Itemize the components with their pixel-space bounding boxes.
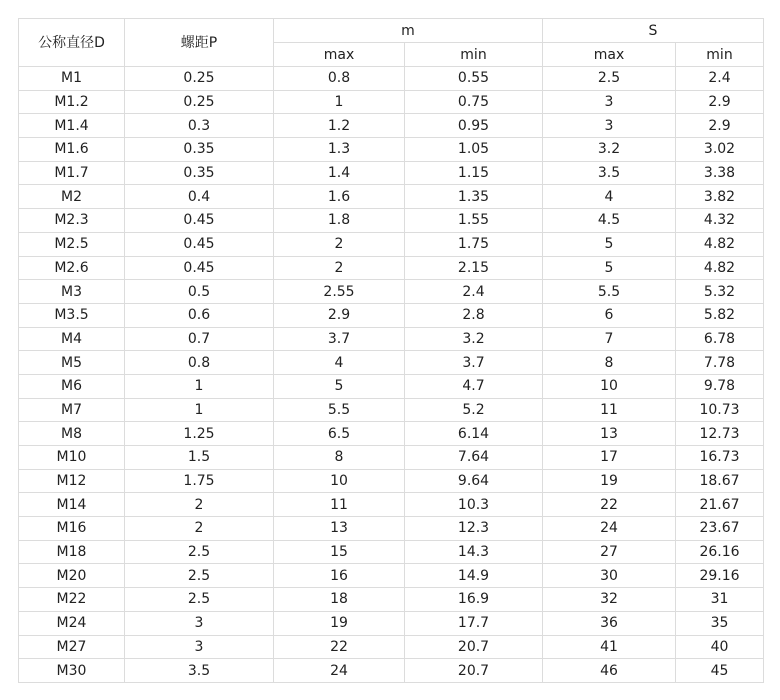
diameter-cell: M1.6 — [19, 138, 125, 162]
table-row — [19, 517, 764, 541]
pitch-cell: 2.5 — [125, 540, 274, 564]
m-max-cell: 2.55 — [274, 280, 405, 304]
s-min-cell: 16.73 — [676, 446, 764, 470]
s-max-cell: 27 — [543, 540, 676, 564]
diameter-cell: M3.5 — [19, 303, 125, 327]
pitch-cell: 3 — [125, 611, 274, 635]
pitch-cell: 3 — [125, 635, 274, 659]
s-max-cell: 22 — [543, 493, 676, 517]
m-min-cell: 1.75 — [405, 232, 543, 256]
m-min-cell: 1.15 — [405, 161, 543, 185]
spec-table-container — [18, 18, 764, 683]
pitch-cell: 1.75 — [125, 469, 274, 493]
m-max-cell: 1 — [274, 90, 405, 114]
diameter-cell: M24 — [19, 611, 125, 635]
m-min-cell: 9.64 — [405, 469, 543, 493]
header-s: S — [543, 19, 764, 43]
s-max-cell: 32 — [543, 588, 676, 612]
pitch-cell: 2.5 — [125, 588, 274, 612]
pitch-cell: 3.5 — [125, 659, 274, 683]
pitch-cell: 0.25 — [125, 67, 274, 91]
s-max-cell: 4.5 — [543, 209, 676, 233]
m-max-cell: 10 — [274, 469, 405, 493]
m-min-cell: 16.9 — [405, 588, 543, 612]
m-max-cell: 22 — [274, 635, 405, 659]
table-row — [19, 398, 764, 422]
s-max-cell: 2.5 — [543, 67, 676, 91]
header-pitch: 螺距P — [125, 19, 274, 67]
table-row — [19, 90, 764, 114]
s-max-cell: 6 — [543, 303, 676, 327]
m-max-cell: 3.7 — [274, 327, 405, 351]
m-max-cell: 6.5 — [274, 422, 405, 446]
m-max-cell: 1.4 — [274, 161, 405, 185]
m-max-cell: 19 — [274, 611, 405, 635]
s-max-cell: 36 — [543, 611, 676, 635]
table-row — [19, 114, 764, 138]
s-min-cell: 23.67 — [676, 517, 764, 541]
s-max-cell: 10 — [543, 374, 676, 398]
table-row — [19, 138, 764, 162]
pitch-cell: 2 — [125, 517, 274, 541]
m-max-cell: 2.9 — [274, 303, 405, 327]
m-min-cell: 0.95 — [405, 114, 543, 138]
diameter-cell: M2.6 — [19, 256, 125, 280]
diameter-cell: M1.7 — [19, 161, 125, 185]
pitch-cell: 0.8 — [125, 351, 274, 375]
pitch-cell: 0.4 — [125, 185, 274, 209]
m-min-cell: 3.7 — [405, 351, 543, 375]
s-max-cell: 41 — [543, 635, 676, 659]
m-max-cell: 13 — [274, 517, 405, 541]
s-min-cell: 4.82 — [676, 256, 764, 280]
table-row — [19, 588, 764, 612]
m-min-cell: 10.3 — [405, 493, 543, 517]
diameter-cell: M1.2 — [19, 90, 125, 114]
diameter-cell: M1 — [19, 67, 125, 91]
s-max-cell: 46 — [543, 659, 676, 683]
pitch-cell: 1.5 — [125, 446, 274, 470]
m-max-cell: 4 — [274, 351, 405, 375]
table-row — [19, 67, 764, 91]
diameter-cell: M12 — [19, 469, 125, 493]
s-min-cell: 5.82 — [676, 303, 764, 327]
pitch-cell: 0.6 — [125, 303, 274, 327]
table-body — [19, 67, 764, 683]
table-row — [19, 493, 764, 517]
s-min-cell: 5.32 — [676, 280, 764, 304]
s-min-cell: 29.16 — [676, 564, 764, 588]
s-max-cell: 3.2 — [543, 138, 676, 162]
s-min-cell: 7.78 — [676, 351, 764, 375]
m-min-cell: 4.7 — [405, 374, 543, 398]
m-max-cell: 0.8 — [274, 67, 405, 91]
s-min-cell: 2.9 — [676, 90, 764, 114]
s-min-cell: 40 — [676, 635, 764, 659]
m-min-cell: 5.2 — [405, 398, 543, 422]
header-s-max: max — [543, 43, 676, 67]
diameter-cell: M20 — [19, 564, 125, 588]
pitch-cell: 2.5 — [125, 564, 274, 588]
header-m: m — [274, 19, 543, 43]
table-row — [19, 280, 764, 304]
s-min-cell: 3.02 — [676, 138, 764, 162]
m-max-cell: 5.5 — [274, 398, 405, 422]
s-max-cell: 5.5 — [543, 280, 676, 304]
diameter-cell: M30 — [19, 659, 125, 683]
m-min-cell: 7.64 — [405, 446, 543, 470]
diameter-cell: M2 — [19, 185, 125, 209]
diameter-cell: M2.5 — [19, 232, 125, 256]
table-row — [19, 564, 764, 588]
s-max-cell: 8 — [543, 351, 676, 375]
table-row — [19, 303, 764, 327]
s-min-cell: 18.67 — [676, 469, 764, 493]
s-min-cell: 2.9 — [676, 114, 764, 138]
s-min-cell: 21.67 — [676, 493, 764, 517]
diameter-cell: M7 — [19, 398, 125, 422]
header-m-min: min — [405, 43, 543, 67]
s-max-cell: 5 — [543, 232, 676, 256]
pitch-cell: 1 — [125, 374, 274, 398]
m-min-cell: 2.4 — [405, 280, 543, 304]
s-max-cell: 19 — [543, 469, 676, 493]
table-row — [19, 327, 764, 351]
s-max-cell: 3 — [543, 90, 676, 114]
s-max-cell: 17 — [543, 446, 676, 470]
table-row — [19, 209, 764, 233]
m-min-cell: 20.7 — [405, 635, 543, 659]
diameter-cell: M2.3 — [19, 209, 125, 233]
pitch-cell: 0.45 — [125, 232, 274, 256]
s-min-cell: 26.16 — [676, 540, 764, 564]
diameter-cell: M22 — [19, 588, 125, 612]
table-row — [19, 446, 764, 470]
s-max-cell: 3 — [543, 114, 676, 138]
m-min-cell: 0.55 — [405, 67, 543, 91]
m-min-cell: 14.9 — [405, 564, 543, 588]
pitch-cell: 1.25 — [125, 422, 274, 446]
pitch-cell: 2 — [125, 493, 274, 517]
diameter-cell: M5 — [19, 351, 125, 375]
s-max-cell: 7 — [543, 327, 676, 351]
m-max-cell: 2 — [274, 256, 405, 280]
table-row — [19, 611, 764, 635]
diameter-cell: M10 — [19, 446, 125, 470]
m-min-cell: 6.14 — [405, 422, 543, 446]
s-min-cell: 9.78 — [676, 374, 764, 398]
m-min-cell: 20.7 — [405, 659, 543, 683]
diameter-cell: M18 — [19, 540, 125, 564]
diameter-cell: M3 — [19, 280, 125, 304]
m-max-cell: 15 — [274, 540, 405, 564]
table-row — [19, 374, 764, 398]
table-row — [19, 351, 764, 375]
pitch-cell: 0.35 — [125, 138, 274, 162]
table-row — [19, 232, 764, 256]
header-m-max: max — [274, 43, 405, 67]
header-s-min: min — [676, 43, 764, 67]
m-min-cell: 14.3 — [405, 540, 543, 564]
table-row — [19, 540, 764, 564]
m-max-cell: 1.6 — [274, 185, 405, 209]
pitch-cell: 0.35 — [125, 161, 274, 185]
m-max-cell: 16 — [274, 564, 405, 588]
table-row — [19, 256, 764, 280]
pitch-cell: 0.45 — [125, 209, 274, 233]
diameter-cell: M6 — [19, 374, 125, 398]
table-row — [19, 469, 764, 493]
m-min-cell: 3.2 — [405, 327, 543, 351]
diameter-cell: M27 — [19, 635, 125, 659]
pitch-cell: 0.5 — [125, 280, 274, 304]
diameter-cell: M8 — [19, 422, 125, 446]
m-min-cell: 2.8 — [405, 303, 543, 327]
m-max-cell: 5 — [274, 374, 405, 398]
m-min-cell: 2.15 — [405, 256, 543, 280]
diameter-cell: M16 — [19, 517, 125, 541]
s-max-cell: 5 — [543, 256, 676, 280]
s-min-cell: 4.82 — [676, 232, 764, 256]
s-max-cell: 4 — [543, 185, 676, 209]
m-max-cell: 8 — [274, 446, 405, 470]
s-min-cell: 12.73 — [676, 422, 764, 446]
pitch-cell: 0.3 — [125, 114, 274, 138]
table-row — [19, 161, 764, 185]
m-min-cell: 12.3 — [405, 517, 543, 541]
m-max-cell: 1.3 — [274, 138, 405, 162]
m-min-cell: 1.05 — [405, 138, 543, 162]
s-max-cell: 24 — [543, 517, 676, 541]
m-max-cell: 11 — [274, 493, 405, 517]
s-min-cell: 10.73 — [676, 398, 764, 422]
s-min-cell: 2.4 — [676, 67, 764, 91]
m-max-cell: 1.8 — [274, 209, 405, 233]
pitch-cell: 1 — [125, 398, 274, 422]
m-min-cell: 17.7 — [405, 611, 543, 635]
s-min-cell: 31 — [676, 588, 764, 612]
diameter-cell: M4 — [19, 327, 125, 351]
s-min-cell: 3.38 — [676, 161, 764, 185]
nut-spec-table — [18, 18, 764, 683]
m-max-cell: 1.2 — [274, 114, 405, 138]
table-row — [19, 659, 764, 683]
m-min-cell: 1.35 — [405, 185, 543, 209]
table-row — [19, 422, 764, 446]
m-min-cell: 0.75 — [405, 90, 543, 114]
s-min-cell: 3.82 — [676, 185, 764, 209]
pitch-cell: 0.7 — [125, 327, 274, 351]
s-min-cell: 4.32 — [676, 209, 764, 233]
m-max-cell: 18 — [274, 588, 405, 612]
table-row — [19, 185, 764, 209]
table-row — [19, 635, 764, 659]
s-max-cell: 11 — [543, 398, 676, 422]
s-max-cell: 13 — [543, 422, 676, 446]
pitch-cell: 0.25 — [125, 90, 274, 114]
s-min-cell: 35 — [676, 611, 764, 635]
header-diameter: 公称直径D — [19, 19, 125, 67]
s-min-cell: 45 — [676, 659, 764, 683]
diameter-cell: M14 — [19, 493, 125, 517]
s-min-cell: 6.78 — [676, 327, 764, 351]
m-max-cell: 2 — [274, 232, 405, 256]
m-min-cell: 1.55 — [405, 209, 543, 233]
table-header — [19, 19, 764, 67]
m-max-cell: 24 — [274, 659, 405, 683]
s-max-cell: 30 — [543, 564, 676, 588]
diameter-cell: M1.4 — [19, 114, 125, 138]
s-max-cell: 3.5 — [543, 161, 676, 185]
pitch-cell: 0.45 — [125, 256, 274, 280]
